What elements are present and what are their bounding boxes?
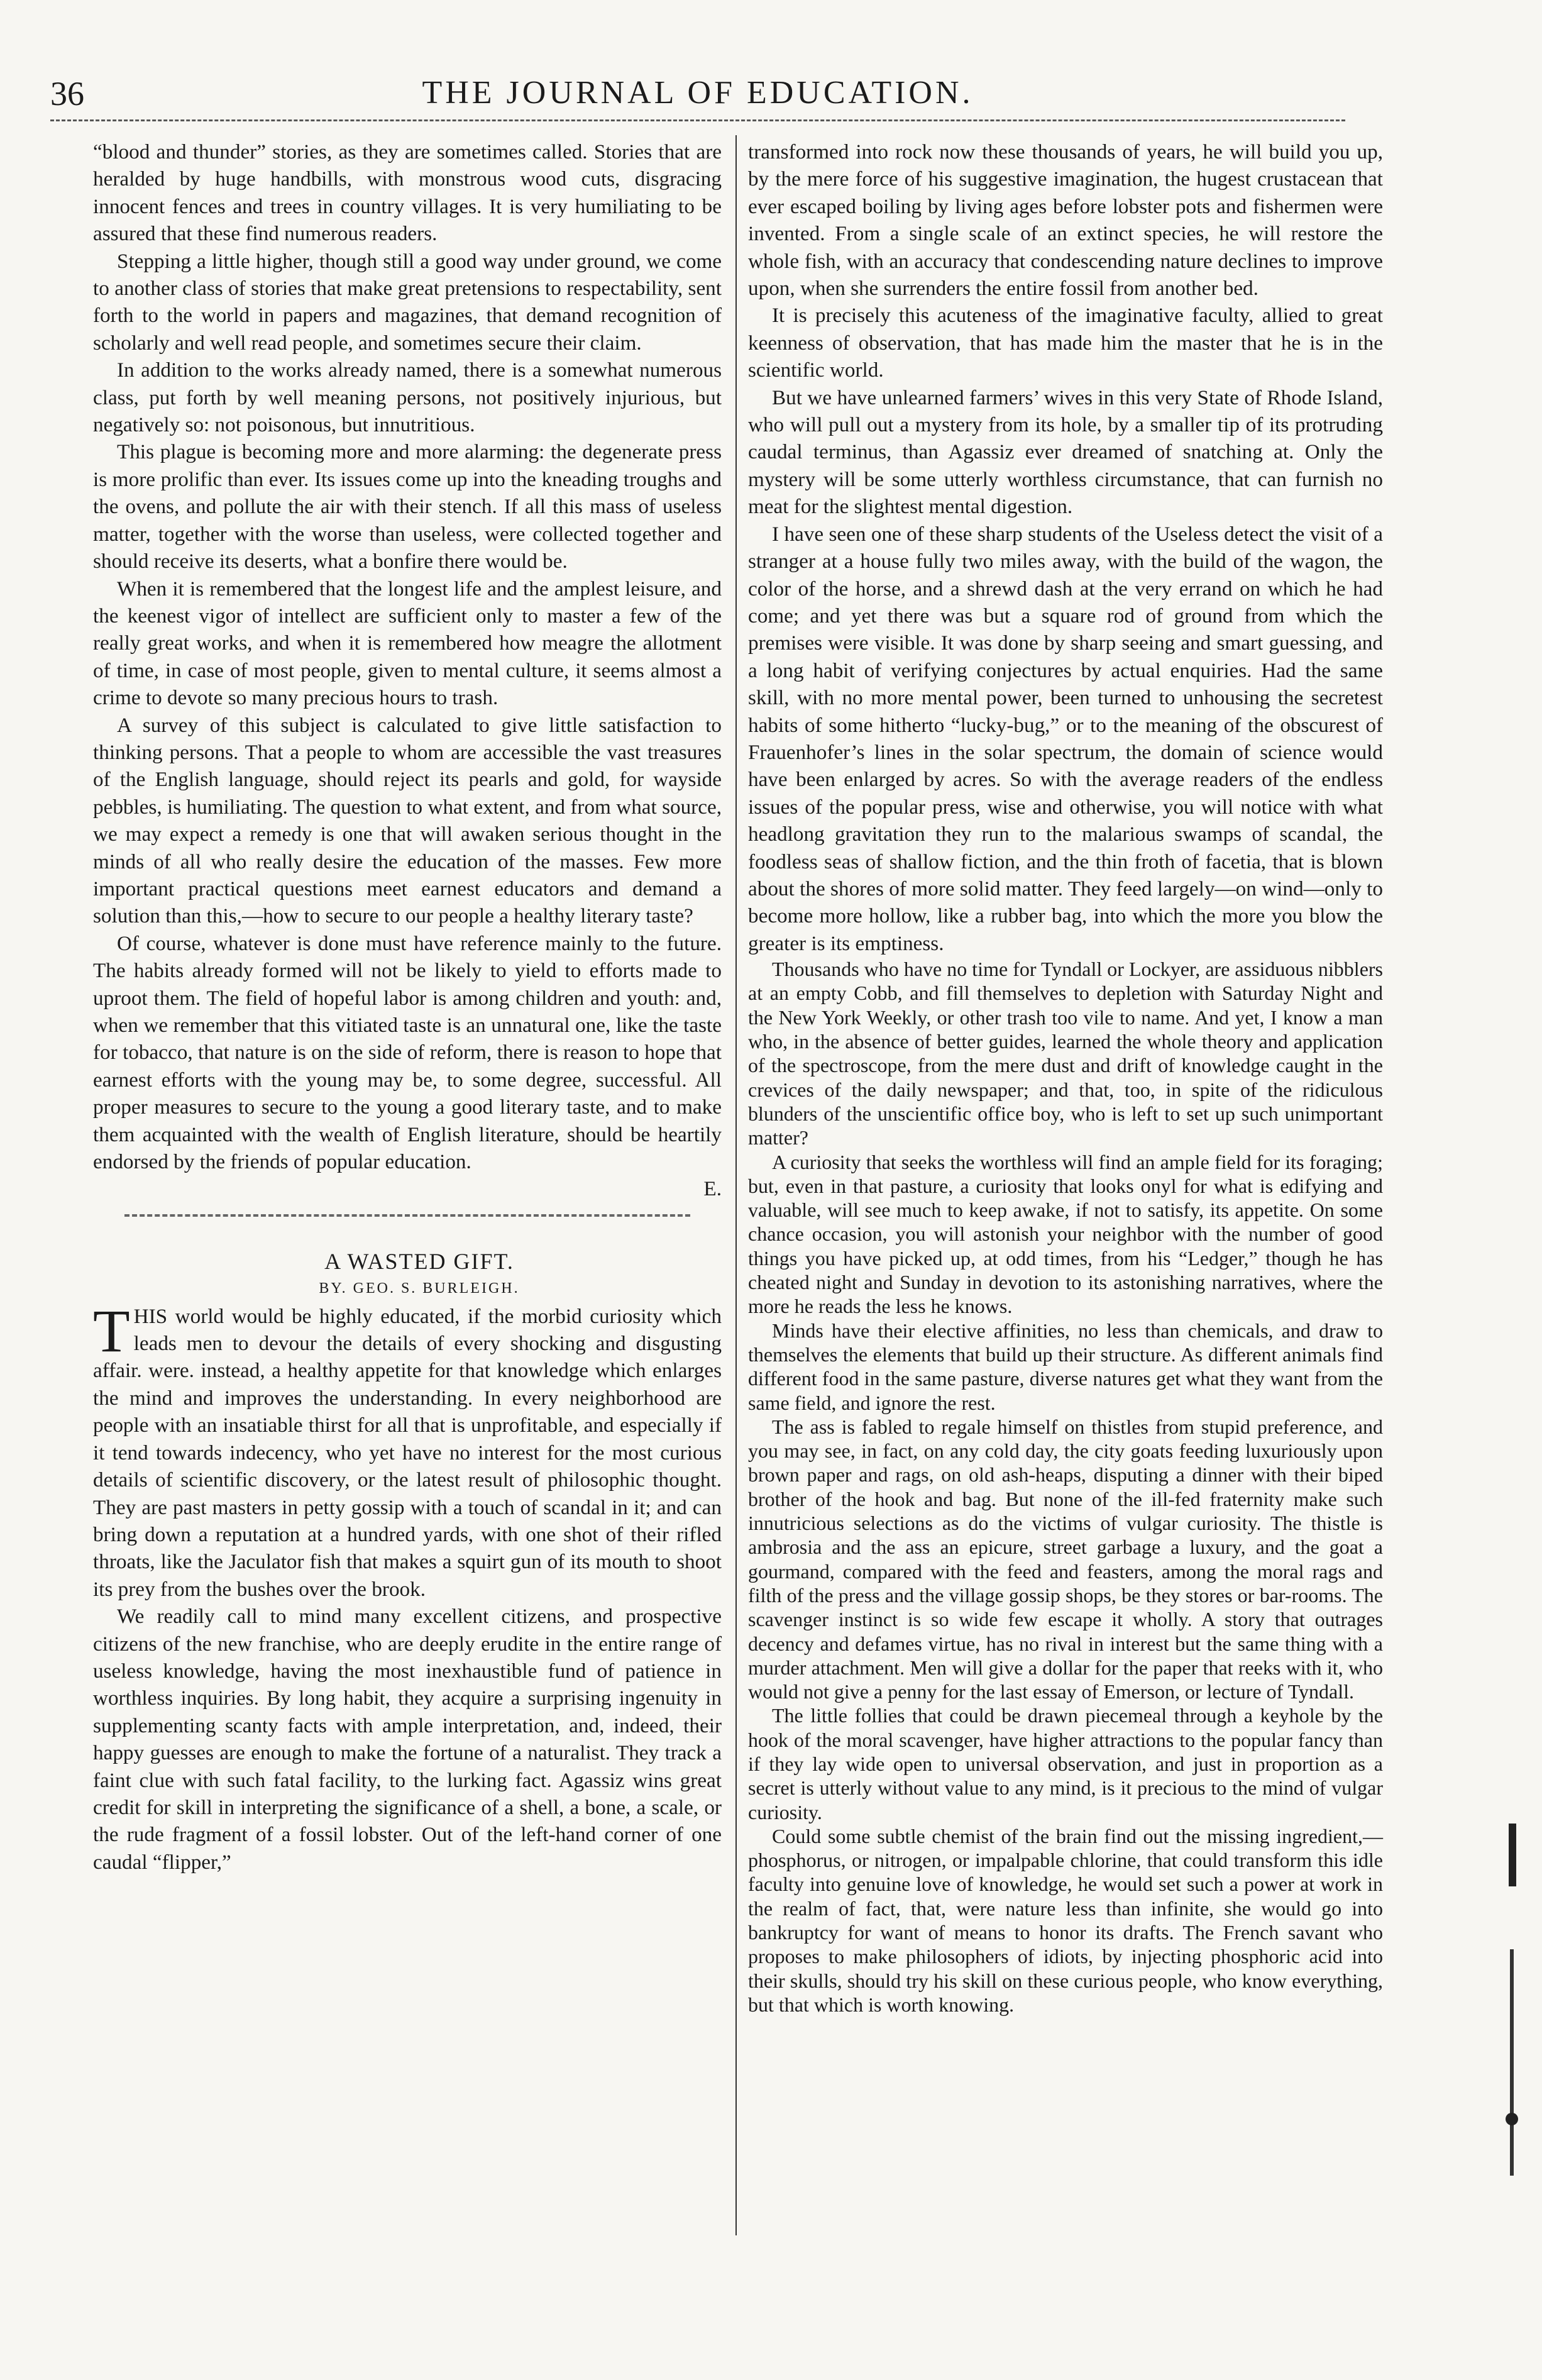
article-author: BY. GEO. S. BURLEIGH. <box>319 1280 520 1297</box>
paragraph: Stepping a little higher, though still a good way under ground, we come to another class of stories that make great pretensions to respectability, sent forth to the world in papers and magazines, that demand recognition of scholarly and well read people, and sometimes secure their claim. <box>93 249 722 355</box>
journal-title: THE JOURNAL OF EDUCATION. <box>422 75 974 111</box>
paragraph: It is precisely this acuteness of the imaginative faculty, allied to great keenness of observation, that has made him the master that he is in the scientific world. <box>748 304 1383 382</box>
opening-text: HIS world would be highly educated, if the morbid curiosity which leads men to devour the details of every shocking and disgusting affair. were. instead, a healthy appetite for that knowledge which enlarges the mind and improves the understanding. In every neighborhood are people with an insatiable thirst for all that is unprofitable, and especially if it tend towards indecency, who yet have no interest for the most curious details of scientific discovery, or the latest result of philosophic thought. They are past masters in petty gossip with a touch of scandal in it; and can bring down a reputation at a hundred yards, with one shot of their rifled throats, like the Jaculator fish that makes a squirt gun of its mouth to shoot its prey from the bushes over the brook. <box>93 1304 722 1601</box>
paragraph: A curiosity that seeks the worthless will find an ample field for its foraging; but, even in that pasture, a curiosity that looks onyl for what is edifying and valuable, will see much to keep awake, if not to satisfy, its appetite. On some chance occasion, you will astonish your neighbor with the number of good things you have picked up, at odd times, from his “Ledger,” though he has cheated night and Sunday in devotion to its astonishing narratives, where the more he reads the less he knows. <box>748 1150 1383 1318</box>
paragraph: Of course, whatever is done must have reference mainly to the future. The habits already formed will not be likely to yield to efforts made to uproot them. The field of hopeful labor is among children and youth: and, when we remember that this vitiated taste is an unnatural one, like the taste for tobacco, that nature is on the side of reform, there is reason to hope that earnest efforts with the young may be, to some degree, successful. All proper measures to secure to the young a good literary taste, and to make them acquainted with the wealth of English literature, should be heartily endorsed by the friends of popular education. <box>93 931 722 1174</box>
page-header <box>50 74 1345 118</box>
signature-line <box>93 1175 722 1202</box>
paragraph: Could some subtle chemist of the brain find out the missing ingredient,—phosphorus, or nitrogen, or impalpable chlorine, that could transform this idle faculty into genuine love of knowledge, he would set such a power at work in the realm of fact, that, were nature less than infinite, she would go into bankruptcy for want of means to honor its drafts. The French savant who proposes to make philosophers of idiots, by injecting phosphoric acid into their skulls, should try his skill on these curious people, who know everything, but that which is worth knowing. <box>748 1824 1383 2016</box>
header-rule <box>50 119 1345 121</box>
article-title: A WASTED GIFT. <box>324 1248 514 1274</box>
paragraph: This plague is becoming more and more alarming: the degenerate press is more prolific than ever. Its issues come up into the kneading troughs and the ovens, and pollute the air with their stench. If all this mass of useless matter, together with the worse than useless, were collected together and should receive its deserts, what a bonfire there would be. <box>93 440 722 573</box>
paragraph: We readily call to mind many excellent citizens, and prospective citizens of the new franchise, who are deeply erudite in the entire range of useless knowledge, having the most inexhaustible fund of patience in worthless inquiries. By long habit, they acquire a surprising ingenuity in supplementing scanty facts with ample interpretation, and, indeed, their happy guesses are enough to make the fortune of a naturalist. They track a faint clue with such fatal facility, to the lurking fact. Agassiz wins great credit for skill in interpreting the significance of a shell, a bone, a scale, or the rude fragment of a fossil lobster. Out of the left-hand corner of one caudal “flipper,” <box>93 1605 722 1874</box>
paragraph: “blood and thunder” stories, as they are sometimes called. Stories that are heralded by huge handbills, with monstrous wood cuts, disgracing innocent fences and trees in country villages. It is very humiliating to be assured that these find numerous readers. <box>93 140 722 246</box>
drop-cap: T <box>93 1297 130 1364</box>
margin-mark <box>1502 1824 1521 2176</box>
column-divider <box>735 135 737 2235</box>
section-divider <box>124 1214 690 1242</box>
paragraph: Thousands who have no time for Tyndall or Lockyer, are assiduous nibblers at an empty Cobb, and fill themselves to depletion with Saturday Night and the New York Weekly, or other trash too vile to name. And yet, I know a man who, in the absence of better guides, learned the whole theory and application of the spectroscope, from the mere dust and drift of knowledge caught in the crevices of the daily newspaper; and that, too, in spite of the ridiculous blunders of the unscientific office boy, who is left to set up such unimportant matter? <box>748 958 1383 1149</box>
right-column <box>748 138 1383 2017</box>
author-initial: E. <box>703 1177 722 1201</box>
paragraph: transformed into rock now these thousands of years, he will build you up, by the mere force of his suggestive imagination, the hugest crustacean that ever escaped boiling by living ages before lobster pots and fishermen were invented. From a single scale of an extinct species, he will restore the whole fish, with an accuracy that condescending nature declines to improve upon, when she surrenders the entire fossil from another bed. <box>748 140 1383 301</box>
page-number: 36 <box>50 75 84 113</box>
paragraph: I have seen one of these sharp students of the Useless detect the visit of a stranger at a house fully two miles away, with the build of the wagon, the color of the horse, and a shrewd dash at the very errand on which he had come; and yet there was but a square rod of ground from which the premises were visible. It was done by sharp seeing and smart guessing, and a long habit of verifying conjectures by actual enquiries. Had the same skill, with no more mental power, been turned to unhousing the secretest habits of some hitherto “lucky-bug,” or to the meaning of the obscurest of Frauenhofer’s lines in the solar spectrum, the domain of science would have been enlarged by acres. So with the average readers of the endless issues of the popular press, wise and otherwise, you will notice with what headlong gravitation they run to the malarious swamps of scandal, the foodless seas of shallow fiction, and the thin froth of facetia, that is blown about the shores of more solid matter. They feed largely—on wind—only to become more hollow, like a rubber bag, into which the more you blow the greater is its emptiness. <box>748 522 1383 955</box>
article-opening-paragraph <box>93 1297 722 1603</box>
paragraph: In addition to the works already named, there is a somewhat numerous class, put forth by well meaning persons, not positively injurious, but negatively so: not poisonous, but innutritious. <box>93 358 722 437</box>
paragraph: A survey of this subject is calculated to give little satisfaction to thinking persons. That a people to whom are accessible the vast treasures of the English language, should reject its pearls and gold, for wayside pebbles, is humiliating. The question to what extent, and from what source, we may expect a remedy is one that will awaken serious thought in the minds of all who really desire the education of the masses. Few more important practical questions meet earnest educators and demand a solution than this,—how to secure to our people a healthy literary taste? <box>93 713 722 928</box>
paragraph: The ass is fabled to regale himself on thistles from stupid preference, and you may see, in fact, on any cold day, the city goats feeding luxuriously upon brown paper and rags, on old ash-heaps, disputing a dinner with their biped brother of the hook and bag. But none of the ill-fed fraternity make such innutricious selections as do the victims of vulgar curiosity. The thistle is ambrosia and the ass an epicure, street garbage a luxury, and the goat a gourmand, compared with the feed and feasters, among the moral rags and filth of the press and the village gossip shops, be they stores or bar-rooms. The scavenger instinct is so wide few escape it wholly. A story that outrages decency and defames virtue, has no rival in interest but the same thing with a murder attachment. Men will give a dollar for the paper that reeks with it, who would not give a penny for the last essay of Emerson, or lecture of Tyndall. <box>748 1415 1383 1703</box>
paragraph: When it is remembered that the longest life and the amplest leisure, and the keenest vigor of intellect are sufficient only to master a few of the really great works, and when it is remembered how meagre the allotment of time, in case of most people, given to mental culture, it seems almost a crime to devote so many precious hours to trash. <box>93 577 722 710</box>
paragraph: But we have unlearned farmers’ wives in this very State of Rhode Island, who will pull out a mystery from its hole, by a smaller tip of its protruding caudal terminus, than Agassiz ever dreamed of snatching at. Only the mystery will be some utterly worthless circumstance, that can furnish no meat for the slightest mental digestion. <box>748 385 1383 519</box>
paragraph: The little follies that could be drawn piecemeal through a keyhole by the hook of the moral scavenger, have higher attractions to the popular fancy than if they lay wide open to universal observation, and just in proportion as a secret is utterly without value to any mind, is it precious to the mind of vulgar curiosity. <box>748 1704 1383 1824</box>
paragraph: Minds have their elective affinities, no less than chemicals, and draw to themselves the elements that build up their structure. As different animals find different food in the same pasture, diverse natures get what they want from the same field, and ignore the rest. <box>748 1319 1383 1414</box>
left-column <box>93 138 722 1876</box>
